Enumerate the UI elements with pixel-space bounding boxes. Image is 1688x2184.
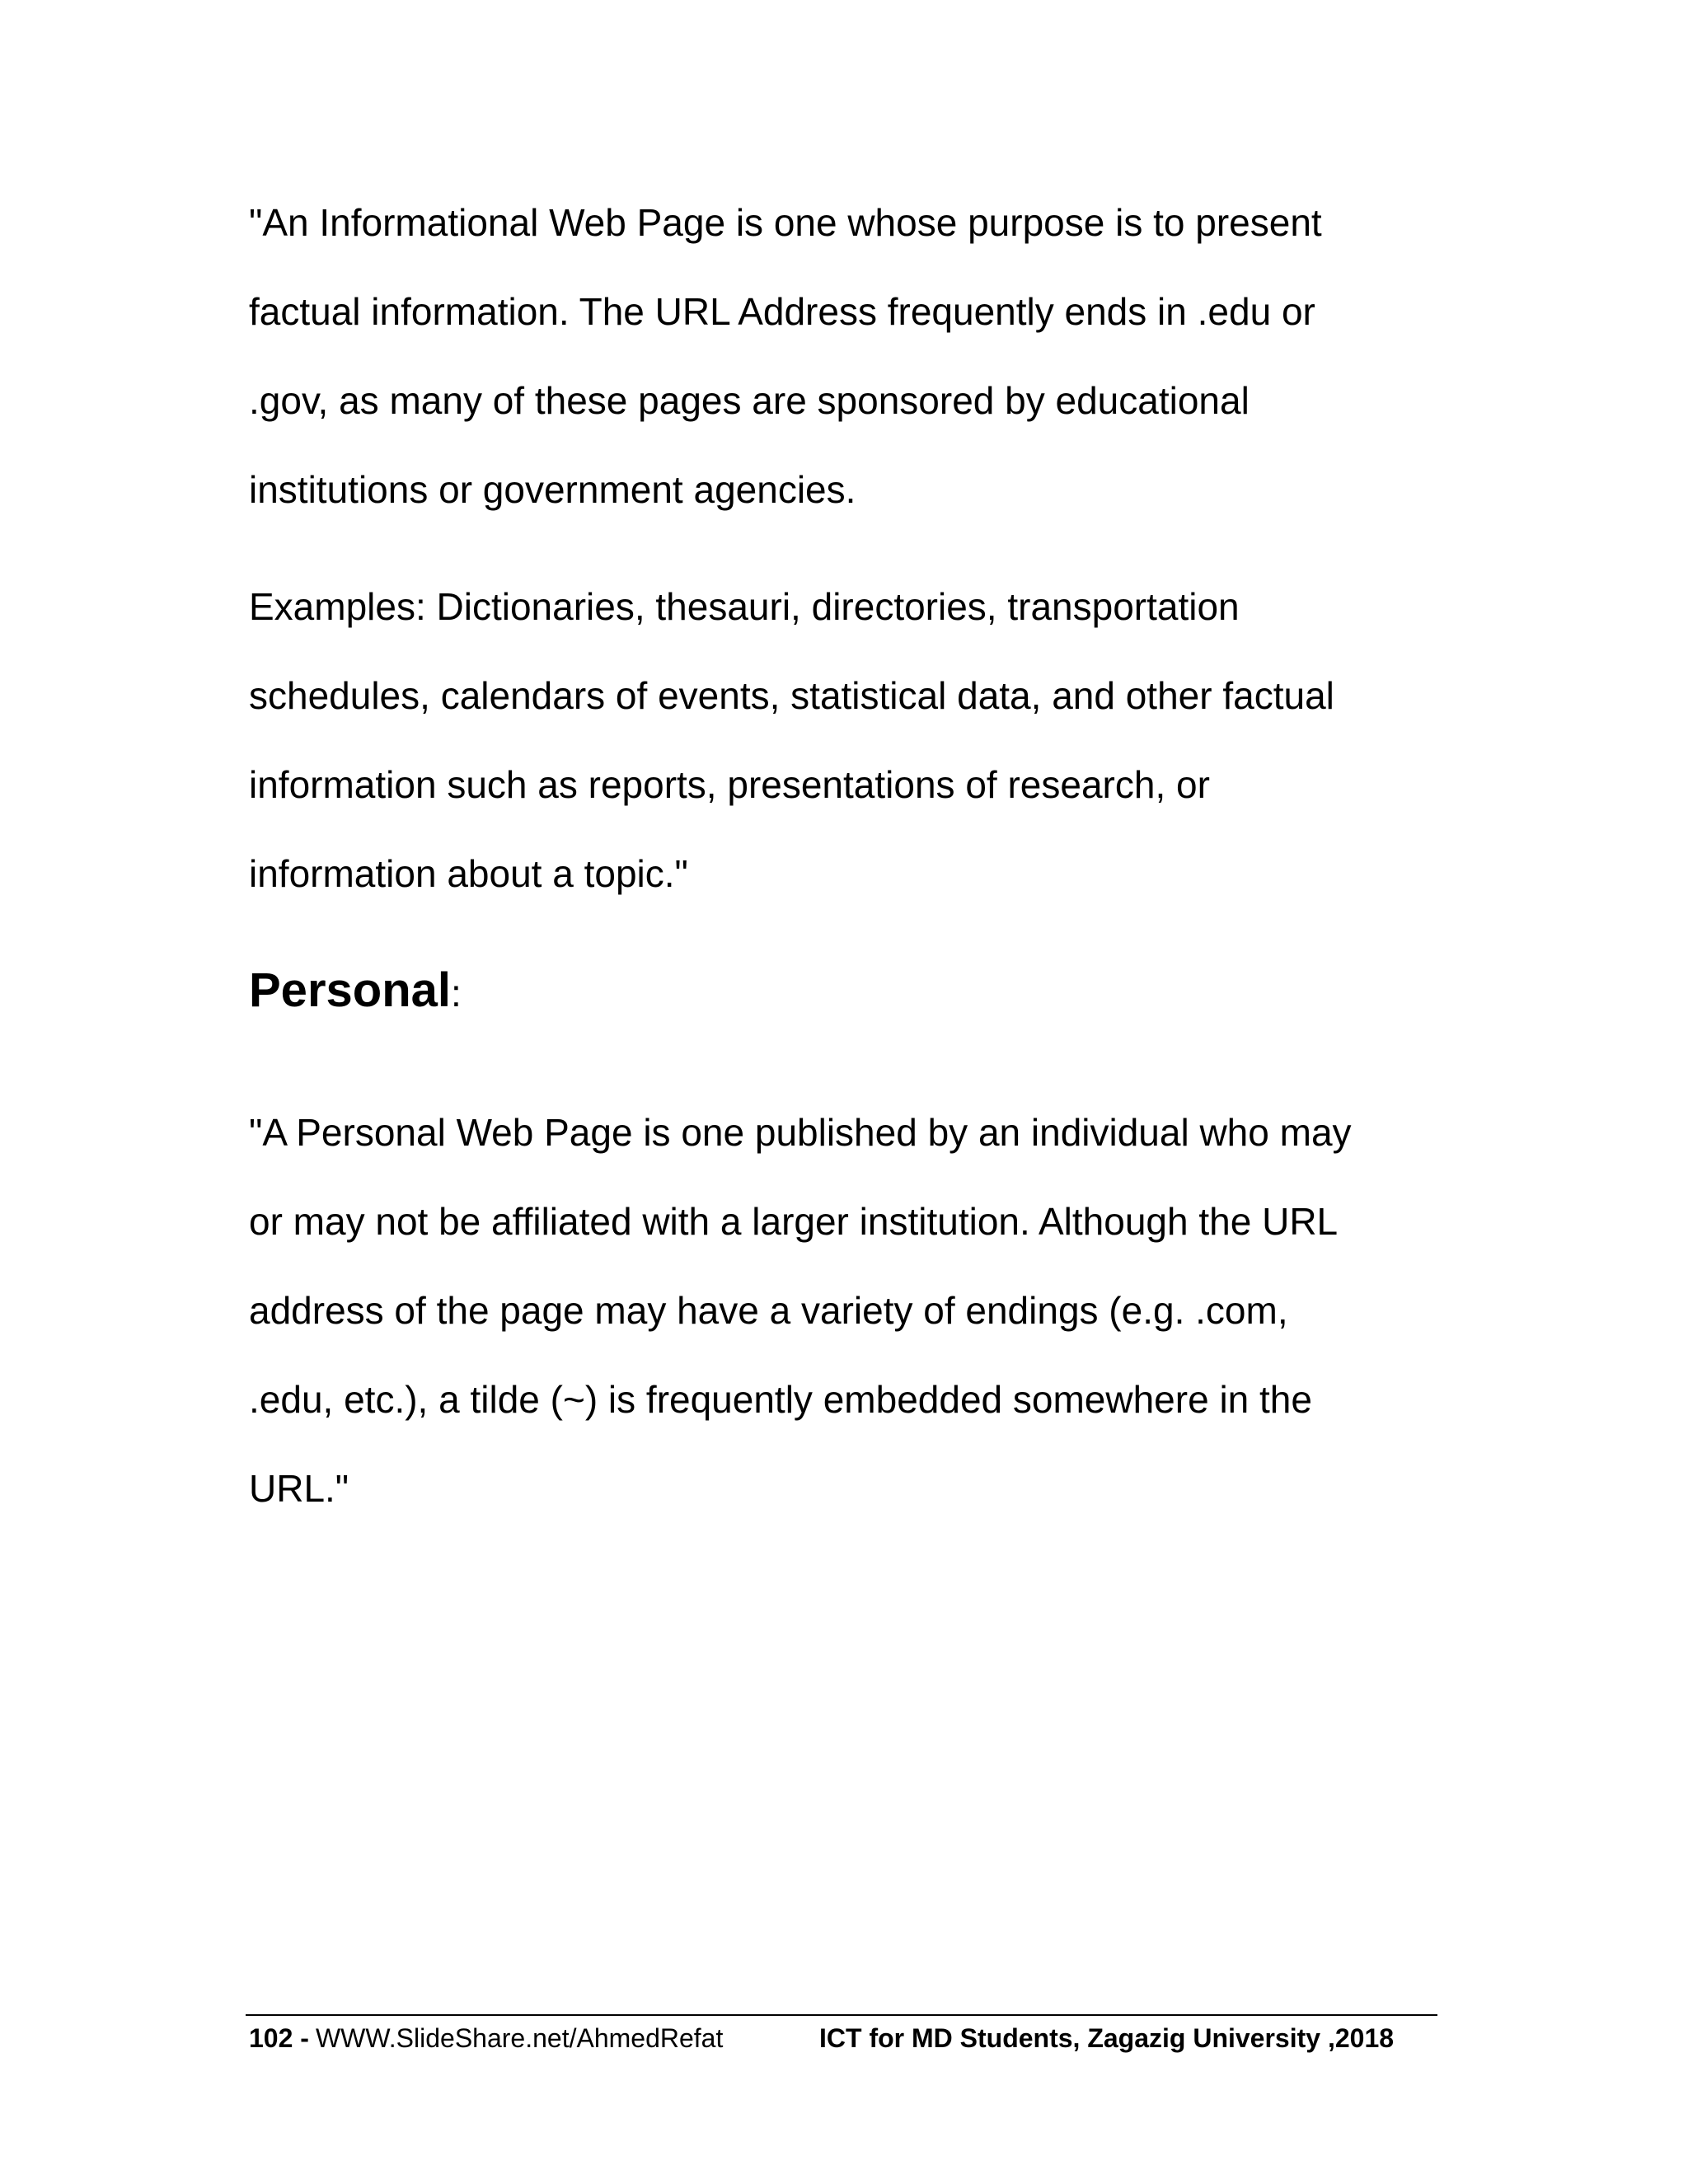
footer-site: WWW.SlideShare.net/AhmedRefat (315, 2023, 724, 2053)
text-line: Examples: Dictionaries, thesauri, directories, transportation (249, 585, 1240, 628)
page-footer (249, 2018, 1436, 2059)
personal-heading-text: Personal (249, 963, 451, 1017)
text-line: information such as reports, presentations of research, or (249, 763, 1210, 806)
footer-course: ICT for MD Students, Zagazig University ,2018 (819, 2023, 1395, 2053)
text-line: address of the page may have a variety of endings (e.g. .com, (249, 1289, 1288, 1332)
footer-divider (246, 2014, 1437, 2016)
text-line: "An Informational Web Page is one whose purpose is to present (249, 201, 1322, 244)
text-line: .gov, as many of these pages are sponsored by educational (249, 379, 1250, 422)
text-line: or may not be affiliated with a larger institution. Although the URL (249, 1200, 1339, 1243)
informational-paragraph (249, 178, 1419, 534)
personal-heading (249, 963, 462, 1018)
text-line: factual information. The URL Address frequently ends in .edu or (249, 290, 1315, 333)
personal-heading-colon: : (451, 972, 462, 1015)
page-number: 102 - (249, 2023, 309, 2053)
text-line: institutions or government agencies. (249, 468, 856, 511)
examples-paragraph (249, 562, 1419, 918)
text-line: .edu, etc.), a tilde (~) is frequently embedded somewhere in the (249, 1378, 1312, 1421)
text-line: information about a topic." (249, 852, 688, 895)
text-line: URL." (249, 1467, 349, 1510)
personal-paragraph (249, 1088, 1419, 1533)
text-line: "A Personal Web Page is one published by an individual who may (249, 1111, 1352, 1154)
text-line: schedules, calendars of events, statistical data, and other factual (249, 674, 1334, 717)
